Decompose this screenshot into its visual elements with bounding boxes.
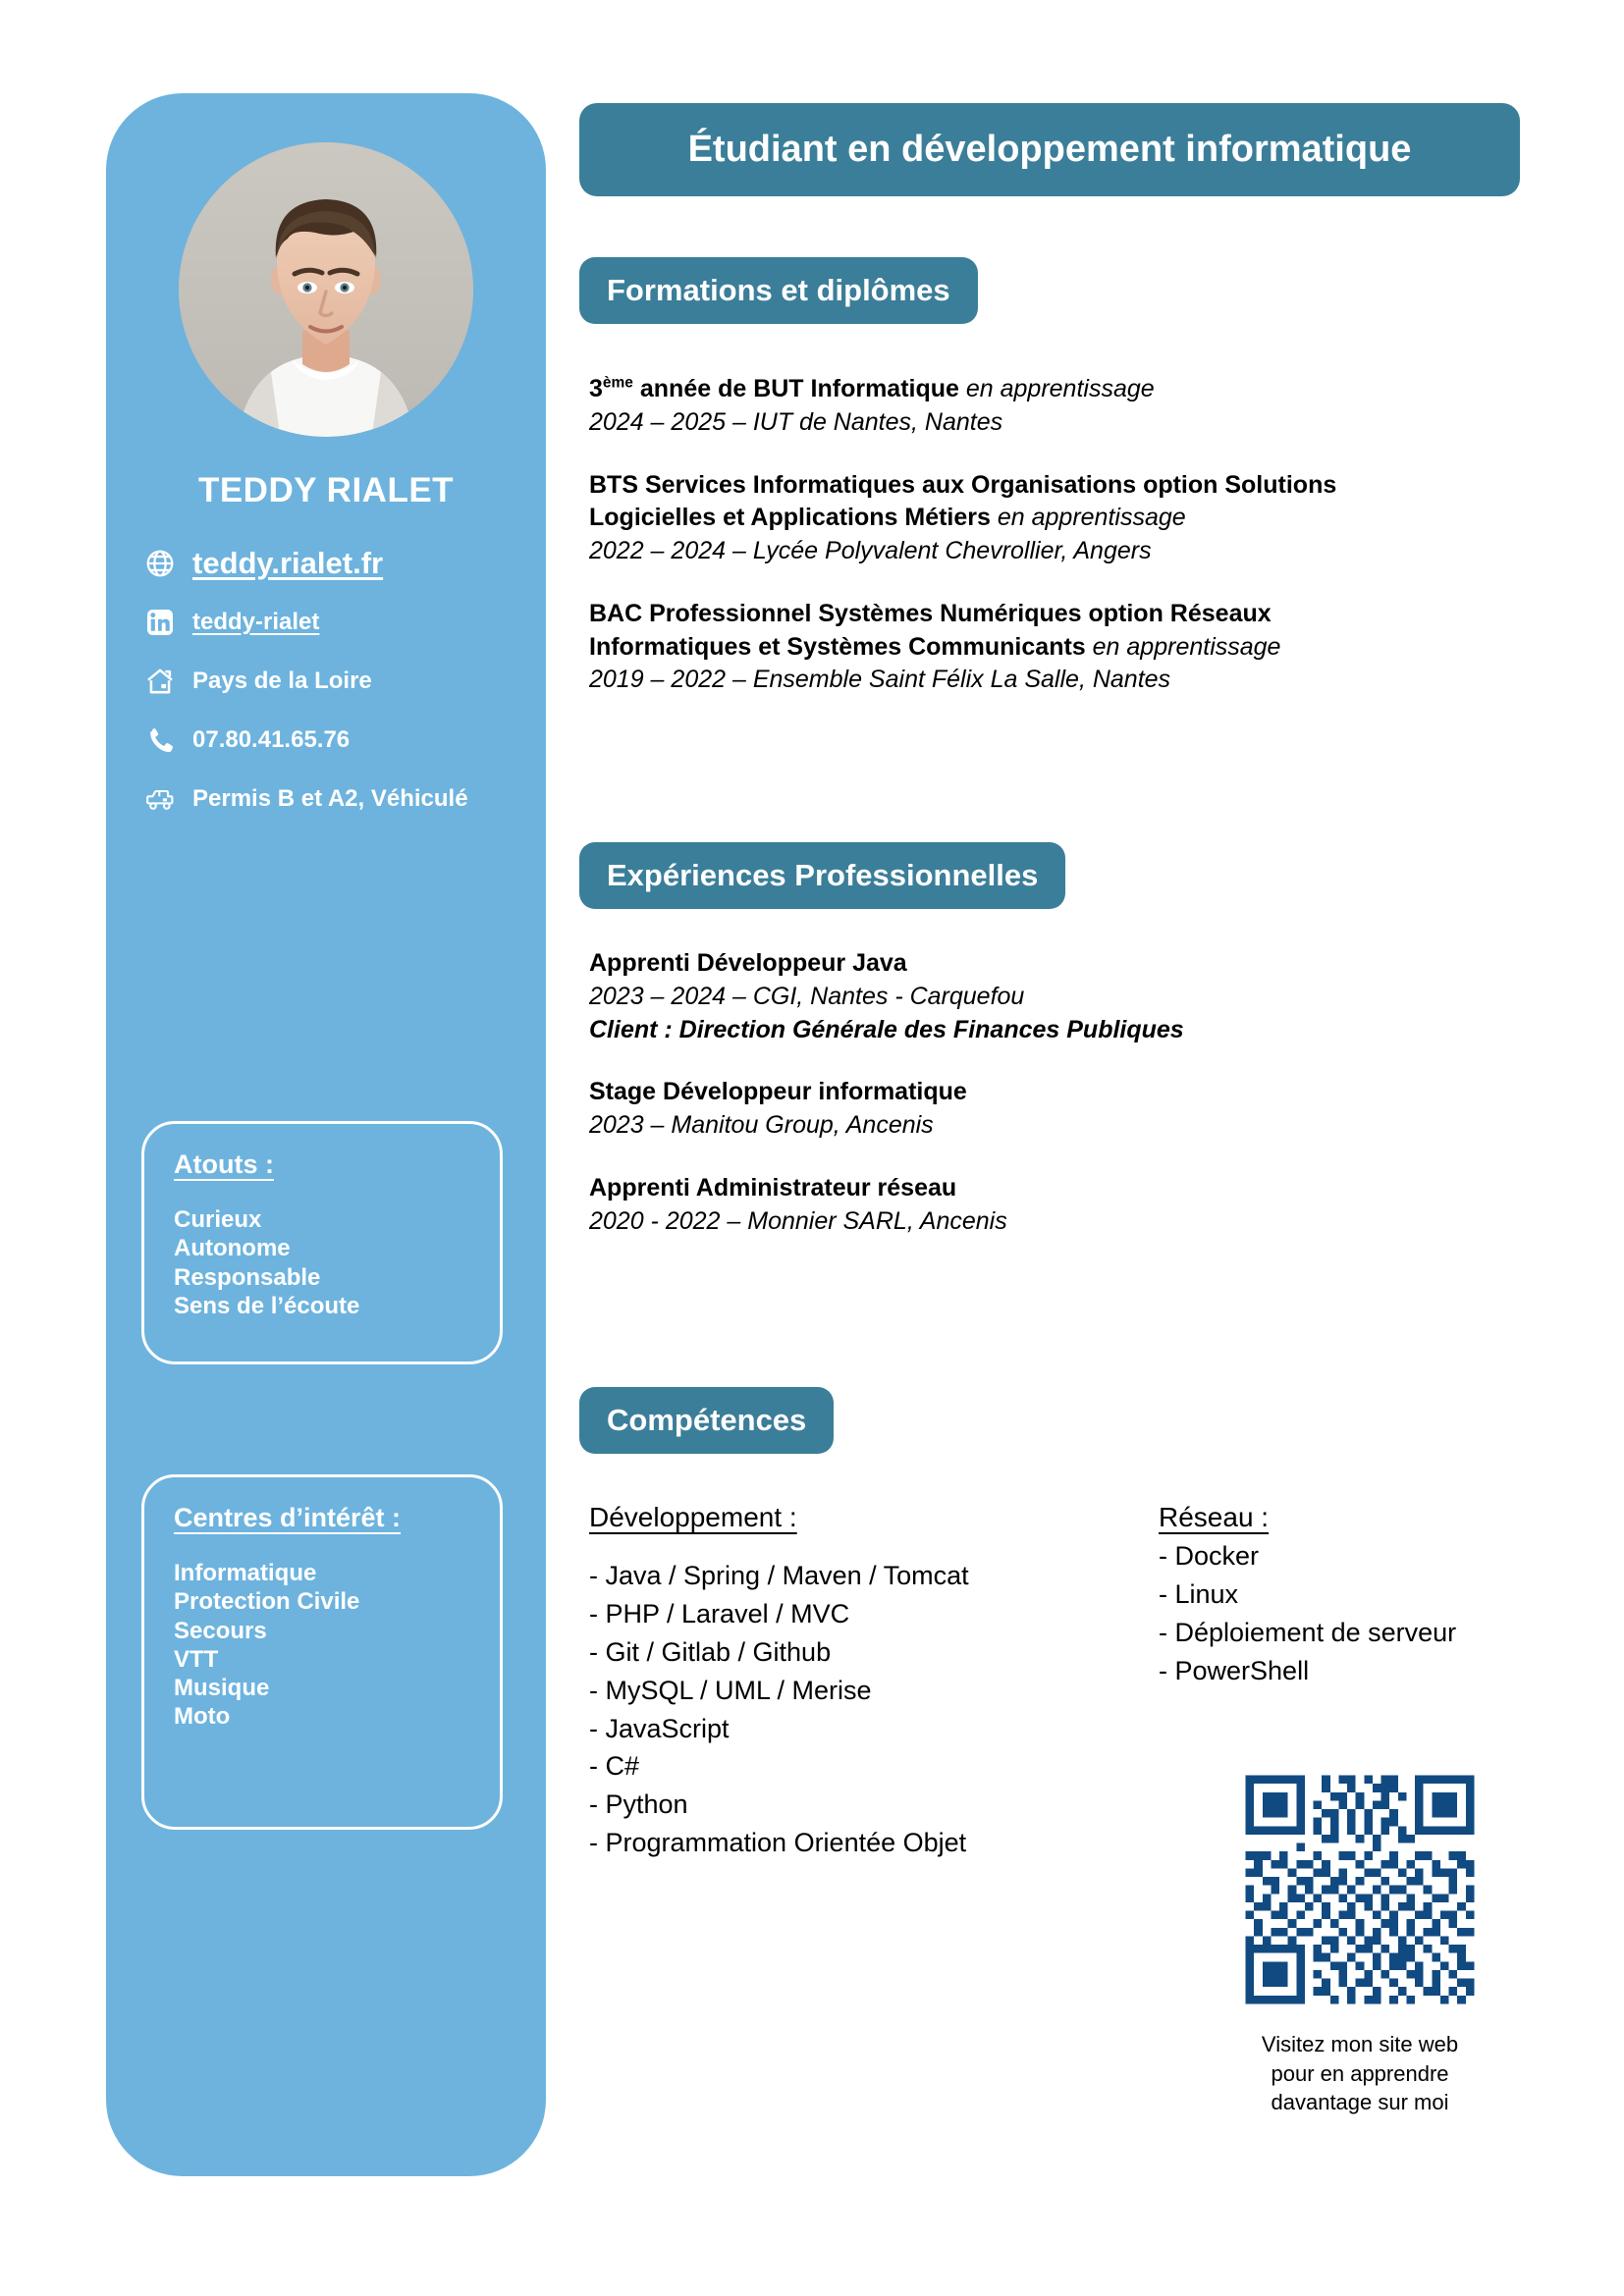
qr-caption [1208, 2030, 1512, 2117]
qr-caption-line-2: pour en apprendre [1271, 2060, 1449, 2086]
competence-item: - Java / Spring / Maven / Tomcat [589, 1561, 969, 1590]
formation-entry [589, 373, 1502, 440]
qr-code-icon[interactable] [1237, 1767, 1483, 2012]
contact-phone [143, 721, 536, 759]
interets-item: Secours [174, 1617, 267, 1644]
contact-linkedin[interactable] [143, 604, 536, 641]
interets-item: Protection Civile [174, 1588, 360, 1616]
website-link[interactable]: teddy.rialet.fr [192, 546, 384, 580]
avatar [179, 142, 473, 437]
interets-item: Musique [174, 1675, 270, 1702]
qr-caption-line-1: Visitez mon site web [1261, 2032, 1459, 2056]
linkedin-handle[interactable]: teddy-rialet [192, 609, 320, 635]
interets-box [141, 1474, 503, 1830]
page-title: Étudiant en développement informatique [579, 103, 1520, 196]
contact-license [143, 780, 536, 818]
atouts-item: Responsable [174, 1263, 321, 1291]
formation-meta: 2022 – 2024 – Lycée Polyvalent Chevrollier, Angers [589, 537, 1152, 564]
experience-meta: 2020 - 2022 – Monnier SARL, Ancenis [589, 1206, 1007, 1235]
competences-network-heading: Réseau : [1159, 1502, 1270, 1532]
contact-list [143, 545, 536, 839]
atouts-box [141, 1121, 503, 1364]
sidebar [106, 93, 546, 2176]
competence-item: - Docker [1159, 1541, 1260, 1571]
section-header-experiences: Expériences Professionnelles [579, 842, 1065, 909]
atouts-item: Autonome [174, 1235, 291, 1262]
contact-website[interactable] [143, 545, 536, 582]
atouts-item: Curieux [174, 1206, 262, 1233]
formations-list [589, 373, 1502, 726]
formation-meta: 2019 – 2022 – Ensemble Saint Félix La Salle, Nantes [589, 666, 1171, 694]
formation-degree-line1: BTS Services Informatiques aux Organisations option Solutions [589, 470, 1337, 499]
interets-item: Informatique [174, 1560, 317, 1586]
competence-item: - Déploiement de serveur [1159, 1617, 1457, 1647]
phone-icon [143, 723, 177, 757]
competence-item: - Programmation Orientée Objet [589, 1828, 967, 1858]
experience-meta: 2023 – 2024 – CGI, Nantes - Carquefou [589, 982, 1025, 1010]
qr-caption-line-3: davantage sur moi [1271, 2090, 1449, 2115]
experience-entry [589, 1076, 1502, 1143]
experience-role: Apprenti Administrateur réseau [589, 1173, 957, 1201]
section-header-competences: Compétences [579, 1387, 834, 1454]
linkedin-icon [143, 606, 177, 639]
competence-item: - Git / Gitlab / Github [589, 1636, 832, 1667]
formation-entry [589, 598, 1502, 697]
competence-item: - PHP / Laravel / MVC [589, 1598, 850, 1629]
globe-icon [143, 547, 177, 580]
competences-dev-heading: Développement : [589, 1502, 797, 1532]
formation-meta: 2024 – 2025 – IUT de Nantes, Nantes [589, 407, 1003, 436]
experience-role: Stage Développeur informatique [589, 1078, 967, 1106]
atouts-item: Sens de l’écoute [174, 1292, 360, 1319]
formation-degree-line2: Logicielles et Applications Métiers en apprentissage [589, 504, 1186, 532]
formation-entry [589, 469, 1502, 568]
competence-item: - C# [589, 1751, 640, 1782]
interets-item: Moto [174, 1703, 231, 1731]
experience-entry [589, 1172, 1502, 1239]
atouts-title: Atouts : [174, 1149, 274, 1179]
competence-item: - Linux [1159, 1578, 1239, 1609]
experience-meta: 2023 – Manitou Group, Ancenis [589, 1111, 934, 1139]
competence-item: - PowerShell [1159, 1655, 1310, 1685]
competence-item: - MySQL / UML / Merise [589, 1675, 872, 1705]
competence-item: - Python [589, 1789, 688, 1820]
location-text: Pays de la Loire [192, 667, 372, 694]
competence-item: - JavaScript [589, 1713, 730, 1743]
interets-title: Centres d’intérêt : [174, 1503, 402, 1532]
portrait-photo-icon [179, 142, 473, 437]
phone-text: 07.80.41.65.76 [192, 726, 351, 753]
experience-role: Apprenti Développeur Java [589, 949, 907, 977]
interets-item: VTT [174, 1645, 219, 1673]
section-header-formations: Formations et diplômes [579, 257, 978, 324]
person-name: TEDDY RIALET [197, 471, 455, 509]
qr-block[interactable] [1208, 1767, 1512, 2117]
formation-degree-line1: BAC Professionnel Systèmes Numériques option Réseaux [589, 599, 1272, 627]
experience-extra: Client : Direction Générale des Finances Publiques [589, 1015, 1184, 1043]
formation-degree-line2: Informatiques et Systèmes Communicants en apprentissage [589, 632, 1281, 661]
contact-location [143, 663, 536, 700]
main-column [569, 0, 1561, 2296]
experience-entry [589, 947, 1502, 1046]
car-icon [143, 782, 177, 816]
experiences-list [589, 947, 1502, 1267]
home-icon [143, 665, 177, 698]
license-text: Permis B et A2, Véhiculé [192, 785, 468, 812]
competences-dev-column [589, 1502, 1119, 1862]
formation-degree: 3ème année de BUT Informatique en apprentissage [589, 374, 1155, 402]
